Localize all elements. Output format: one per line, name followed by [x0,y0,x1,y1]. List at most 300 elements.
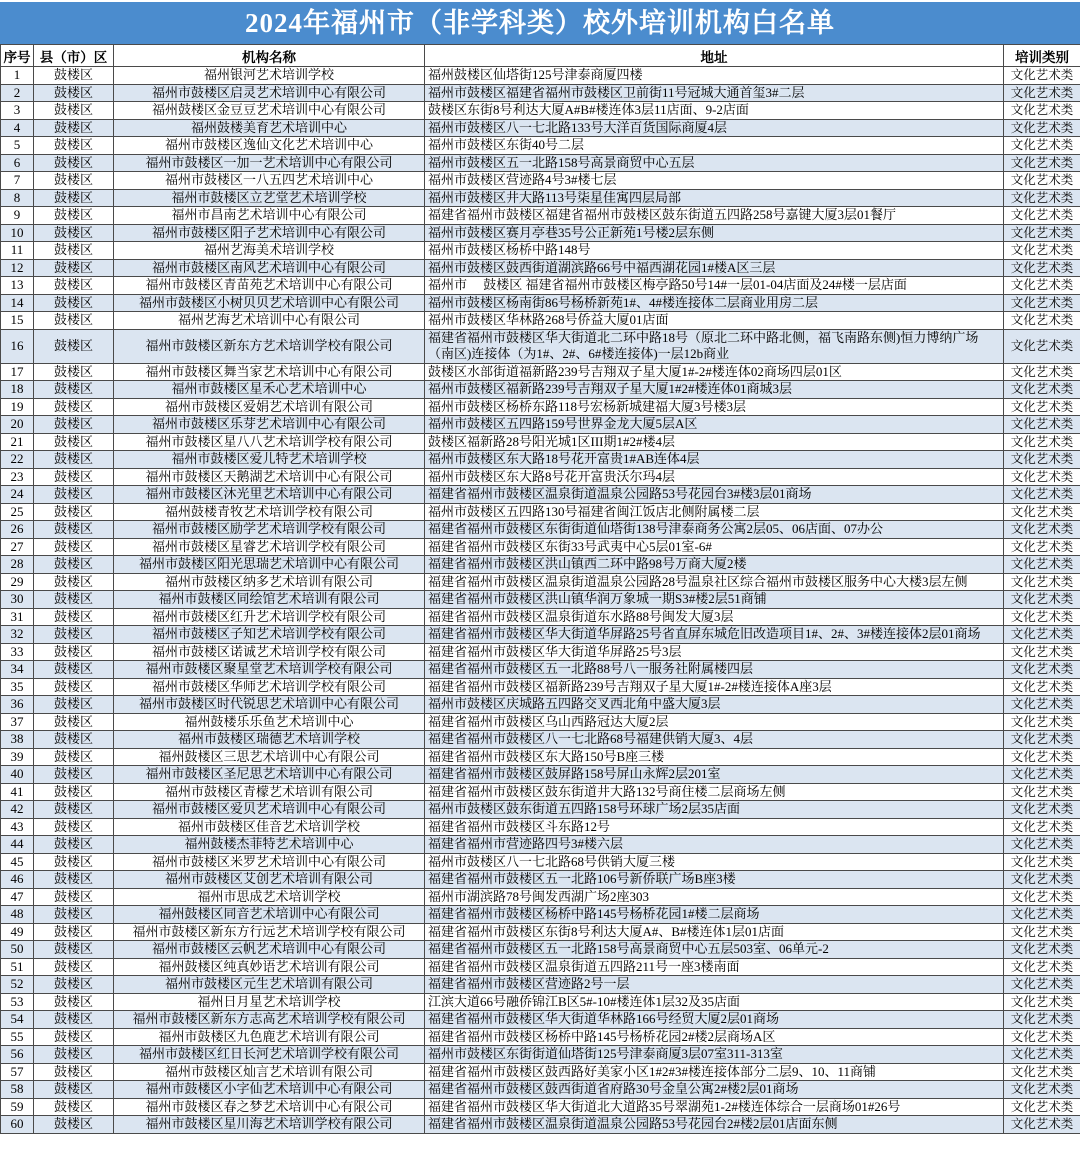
cell-no: 49 [1,923,34,941]
cell-category: 文化艺术类 [1004,433,1080,451]
table-row [1,661,1080,679]
cell-no: 36 [1,696,34,714]
table-row [1,871,1080,889]
table-row [1,189,1080,207]
page-title: 2024年福州市（非学科类）校外培训机构白名单 [0,2,1080,44]
cell-district: 鼓楼区 [34,329,114,363]
cell-district: 鼓楼区 [34,242,114,260]
cell-address: 鼓楼区水部街道福新路239号吉翔双子星大厦1#-2#楼连体02商场四层01区 [425,363,1004,381]
cell-name: 福州市鼓楼区圣尼思艺术培训中心有限公司 [114,766,425,784]
cell-name: 福州市鼓楼区瑞德艺术培训学校 [114,731,425,749]
cell-category: 文化艺术类 [1004,993,1080,1011]
cell-address: 福州市鼓楼区东大路18号花开富贵1#AB连体4层 [425,451,1004,469]
cell-district: 鼓楼区 [34,503,114,521]
cell-name: 福州市鼓楼区一八五四艺术培训中心 [114,172,425,190]
cell-name: 福州市鼓楼区云帆艺术培训中心有限公司 [114,941,425,959]
cell-district: 鼓楼区 [34,731,114,749]
cell-address: 福州市鼓楼区杨桥中路148号 [425,242,1004,260]
cell-category: 文化艺术类 [1004,958,1080,976]
table-row [1,416,1080,434]
cell-no: 46 [1,871,34,889]
cell-address: 福建省福州市鼓楼区鼓西街道省府路30号金皇公寓2#楼2层01商场 [425,1081,1004,1099]
cell-name: 福州市鼓楼区爱贝艺术培训中心有限公司 [114,801,425,819]
cell-category: 文化艺术类 [1004,224,1080,242]
cell-no: 31 [1,608,34,626]
cell-district: 鼓楼区 [34,853,114,871]
cell-no: 58 [1,1081,34,1099]
cell-address: 福州市鼓楼区华林路268号侨益大厦01店面 [425,312,1004,330]
cell-no: 29 [1,573,34,591]
cell-name: 福州艺海艺术培训中心有限公司 [114,312,425,330]
cell-no: 7 [1,172,34,190]
col-header-address: 地址 [425,45,1004,67]
cell-no: 37 [1,713,34,731]
cell-district: 鼓楼区 [34,172,114,190]
cell-district: 鼓楼区 [34,836,114,854]
cell-name: 福州鼓楼杰菲特艺术培训中心 [114,836,425,854]
table-row [1,696,1080,714]
cell-address: 福建省福州市鼓楼区杨桥中路145号杨桥花园1#楼二层商场 [425,906,1004,924]
cell-district: 鼓楼区 [34,1046,114,1064]
table-row [1,119,1080,137]
col-header-district: 县（市）区 [34,45,114,67]
cell-address: 福建省福州市鼓楼区五一北路106号新侨联广场B座3楼 [425,871,1004,889]
cell-category: 文化艺术类 [1004,976,1080,994]
table-row [1,67,1080,85]
table-row [1,224,1080,242]
cell-name: 福州市鼓楼区艾创艺术培训有限公司 [114,871,425,889]
cell-district: 鼓楼区 [34,1011,114,1029]
cell-address: 福建省福州市鼓楼区华大街道华林路166号经贸大厦2层01商场 [425,1011,1004,1029]
cell-no: 23 [1,468,34,486]
cell-address: 福州市鼓楼区杨桥东路118号宏杨新城建福大厦3号楼3层 [425,398,1004,416]
cell-address: 福建省福州市鼓楼区洪山镇华润万象城一期S3#楼2层51商铺 [425,591,1004,609]
cell-name: 福州市鼓楼区红日长河艺术培训学校有限公司 [114,1046,425,1064]
header-row [1,45,1080,67]
cell-no: 10 [1,224,34,242]
cell-name: 福州市鼓楼区舞当家艺术培训中心有限公司 [114,363,425,381]
cell-address: 福州市 鼓楼区 福建省福州市鼓楼区梅亭路50号14#一层01-04店面及24#楼一层店面 [425,277,1004,295]
table-row [1,259,1080,277]
cell-district: 鼓楼区 [34,137,114,155]
cell-no: 38 [1,731,34,749]
table-row [1,521,1080,539]
cell-name: 福州市鼓楼区元生艺术培训有限公司 [114,976,425,994]
cell-category: 文化艺术类 [1004,277,1080,295]
cell-district: 鼓楼区 [34,976,114,994]
cell-no: 27 [1,538,34,556]
cell-category: 文化艺术类 [1004,888,1080,906]
cell-no: 17 [1,363,34,381]
table-row [1,1098,1080,1116]
cell-address: 福州市鼓楼区杨南街86号杨桥新苑1#、4#楼连接体二层商业用房二层 [425,294,1004,312]
cell-no: 30 [1,591,34,609]
cell-address: 鼓楼区东街8号利达大厦A#B#楼连体3层11店面、9-2店面 [425,102,1004,120]
cell-name: 福州市鼓楼区佳音艺术培训学校 [114,818,425,836]
cell-category: 文化艺术类 [1004,207,1080,225]
cell-no: 6 [1,154,34,172]
cell-no: 51 [1,958,34,976]
cell-category: 文化艺术类 [1004,766,1080,784]
cell-name: 福州市鼓楼区纳多艺术培训有限公司 [114,573,425,591]
cell-district: 鼓楼区 [34,1081,114,1099]
cell-district: 鼓楼区 [34,398,114,416]
cell-category: 文化艺术类 [1004,259,1080,277]
cell-district: 鼓楼区 [34,923,114,941]
cell-name: 福州市鼓楼区青檬艺术培训有限公司 [114,783,425,801]
table-row [1,993,1080,1011]
cell-name: 福州市鼓楼区星禾心艺术培训中心 [114,381,425,399]
cell-address: 福建省福州市鼓楼区华大街道华屏路25号3层 [425,643,1004,661]
cell-address: 福州市鼓楼区东街街道仙塔街125号津泰商厦3层07室311-313室 [425,1046,1004,1064]
cell-name: 福州市鼓楼区逸仙文化艺术培训中心 [114,137,425,155]
cell-category: 文化艺术类 [1004,661,1080,679]
cell-district: 鼓楼区 [34,433,114,451]
table-row [1,172,1080,190]
cell-no: 24 [1,486,34,504]
cell-district: 鼓楼区 [34,713,114,731]
cell-name: 福州市鼓楼区乐芽艺术培训中心有限公司 [114,416,425,434]
cell-no: 45 [1,853,34,871]
cell-address: 福建省福州市鼓楼区东街33号武夷中心5层01室-6# [425,538,1004,556]
cell-category: 文化艺术类 [1004,67,1080,85]
cell-no: 9 [1,207,34,225]
cell-no: 2 [1,84,34,102]
table-row [1,836,1080,854]
cell-name: 福州市鼓楼区天鹅湖艺术培训中心有限公司 [114,468,425,486]
cell-name: 福州市鼓楼区灿言艺术培训有限公司 [114,1063,425,1081]
cell-name: 福州市鼓楼区沐光里艺术培训中心有限公司 [114,486,425,504]
cell-name: 福州日月星艺术培训学校 [114,993,425,1011]
cell-category: 文化艺术类 [1004,538,1080,556]
cell-name: 福州市思成艺术培训学校 [114,888,425,906]
cell-name: 福州市鼓楼区励学艺术培训学校有限公司 [114,521,425,539]
cell-district: 鼓楼区 [34,696,114,714]
cell-category: 文化艺术类 [1004,84,1080,102]
cell-category: 文化艺术类 [1004,329,1080,363]
col-header-no: 序号 [1,45,34,67]
cell-district: 鼓楼区 [34,661,114,679]
cell-no: 55 [1,1028,34,1046]
cell-name: 福州市鼓楼区诺诚艺术培训学校有限公司 [114,643,425,661]
cell-district: 鼓楼区 [34,801,114,819]
table-body [1,67,1080,1134]
cell-no: 26 [1,521,34,539]
cell-no: 19 [1,398,34,416]
cell-district: 鼓楼区 [34,416,114,434]
cell-address: 福建省福州市鼓楼区洪山镇西二环中路98号万商大厦2楼 [425,556,1004,574]
cell-name: 福州市鼓楼区华师艺术培训学校有限公司 [114,678,425,696]
table-row [1,84,1080,102]
table-row [1,398,1080,416]
table-row [1,976,1080,994]
table-row [1,1028,1080,1046]
cell-category: 文化艺术类 [1004,468,1080,486]
cell-district: 鼓楼区 [34,486,114,504]
cell-name: 福州市鼓楼区同绘馆艺术培训有限公司 [114,591,425,609]
table-row [1,1046,1080,1064]
cell-address: 福建省福州市鼓楼区温泉街道东水路88号闽发大厦3层 [425,608,1004,626]
table-row [1,312,1080,330]
cell-district: 鼓楼区 [34,678,114,696]
table-row [1,468,1080,486]
table-row [1,102,1080,120]
cell-category: 文化艺术类 [1004,1116,1080,1134]
cell-category: 文化艺术类 [1004,1011,1080,1029]
cell-district: 鼓楼区 [34,521,114,539]
cell-district: 鼓楼区 [34,102,114,120]
cell-name: 福州市鼓楼区星川海艺术培训学校有限公司 [114,1116,425,1134]
cell-address: 福建省福州市鼓楼区东街8号利达大厦A#、B#楼连体1层01店面 [425,923,1004,941]
cell-address: 福州市鼓楼区五四路159号世界金龙大厦5层A区 [425,416,1004,434]
cell-category: 文化艺术类 [1004,451,1080,469]
cell-district: 鼓楼区 [34,941,114,959]
cell-name: 福州鼓楼区纯真妙语艺术培训有限公司 [114,958,425,976]
cell-category: 文化艺术类 [1004,521,1080,539]
cell-address: 福州市鼓楼区鼓东街道五四路158号环球广场2层35店面 [425,801,1004,819]
table-row [1,906,1080,924]
cell-no: 28 [1,556,34,574]
cell-no: 20 [1,416,34,434]
cell-no: 15 [1,312,34,330]
cell-name: 福州市鼓楼区爱娟艺术培训有限公司 [114,398,425,416]
table-row [1,381,1080,399]
cell-no: 1 [1,67,34,85]
cell-address: 福建省福州市鼓楼区福新路239号吉翔双子星大厦1#-2#楼连接体A座3层 [425,678,1004,696]
table-row [1,538,1080,556]
cell-category: 文化艺术类 [1004,137,1080,155]
cell-address: 福州市鼓楼区福新路239号吉翔双子星大厦1#2#楼连体01商城3层 [425,381,1004,399]
cell-name: 福州市鼓楼区南风艺术培训中心有限公司 [114,259,425,277]
cell-district: 鼓楼区 [34,119,114,137]
cell-no: 60 [1,1116,34,1134]
table-row [1,731,1080,749]
cell-name: 福州银河艺术培训学校 [114,67,425,85]
cell-address: 福建省福州市鼓楼区华大街道北二环中路18号（原北二环中路北侧，福飞南路东侧)恒力博纳广场（南区)连接体（为1#、2#、6#楼连接体)一层12b商业 [425,329,1004,363]
cell-district: 鼓楼区 [34,538,114,556]
table-row [1,154,1080,172]
cell-address: 福州市鼓楼区庆城路五四路交叉西北角中盛大厦3层 [425,696,1004,714]
cell-no: 48 [1,906,34,924]
cell-district: 鼓楼区 [34,1098,114,1116]
cell-district: 鼓楼区 [34,748,114,766]
table-row [1,137,1080,155]
cell-no: 21 [1,433,34,451]
cell-name: 福州市鼓楼区星八八艺术培训学校有限公司 [114,433,425,451]
cell-name: 福州市鼓楼区春之梦艺术培训中心有限公司 [114,1098,425,1116]
table-row [1,294,1080,312]
table-row [1,486,1080,504]
cell-name: 福州市鼓楼区新东方行远艺术培训学校有限公司 [114,923,425,941]
cell-address: 福州市鼓楼区八一七北路133号大洋百货国际商厦4层 [425,119,1004,137]
cell-address: 福建省福州市鼓楼区鼓东街道井大路132号商住楼二层商场左侧 [425,783,1004,801]
cell-no: 8 [1,189,34,207]
cell-category: 文化艺术类 [1004,626,1080,644]
cell-category: 文化艺术类 [1004,836,1080,854]
cell-category: 文化艺术类 [1004,1098,1080,1116]
cell-name: 福州市鼓楼区青苗苑艺术培训中心有限公司 [114,277,425,295]
cell-address: 福州市鼓楼区五一北路158号高景商贸中心五层 [425,154,1004,172]
table-row [1,242,1080,260]
cell-district: 鼓楼区 [34,1116,114,1134]
cell-name: 福州市鼓楼区新东方艺术培训学校有限公司 [114,329,425,363]
cell-category: 文化艺术类 [1004,731,1080,749]
cell-address: 福州市鼓楼区赛月亭巷35号公正新苑1号楼2层东侧 [425,224,1004,242]
cell-category: 文化艺术类 [1004,381,1080,399]
table-row [1,363,1080,381]
col-header-name: 机构名称 [114,45,425,67]
cell-address: 福建省福州市鼓楼区五一北路88号八一服务社附属楼四层 [425,661,1004,679]
cell-category: 文化艺术类 [1004,591,1080,609]
cell-category: 文化艺术类 [1004,363,1080,381]
cell-no: 34 [1,661,34,679]
cell-category: 文化艺术类 [1004,906,1080,924]
table-row [1,277,1080,295]
cell-district: 鼓楼区 [34,294,114,312]
cell-no: 44 [1,836,34,854]
table-row [1,1063,1080,1081]
cell-name: 福州市昌南艺术培训中心有限公司 [114,207,425,225]
cell-category: 文化艺术类 [1004,398,1080,416]
cell-address: 福建省福州市鼓楼区斗东路12号 [425,818,1004,836]
cell-address: 福建省福州市鼓楼区鼓西路好美家小区1#2#3#楼连接体部分二层9、10、11商铺 [425,1063,1004,1081]
table-row [1,573,1080,591]
cell-district: 鼓楼区 [34,626,114,644]
cell-district: 鼓楼区 [34,888,114,906]
cell-district: 鼓楼区 [34,818,114,836]
cell-category: 文化艺术类 [1004,801,1080,819]
table-row [1,1081,1080,1099]
cell-no: 59 [1,1098,34,1116]
cell-no: 57 [1,1063,34,1081]
cell-category: 文化艺术类 [1004,242,1080,260]
table-row [1,783,1080,801]
cell-name: 福州鼓楼青牧艺术培训学校有限公司 [114,503,425,521]
col-header-category: 培训类别 [1004,45,1080,67]
cell-address: 福州市鼓楼区五四路130号福建省闽江饭店北侧附属楼二层 [425,503,1004,521]
cell-address: 福建省福州市鼓楼区五一北路158号高景商贸中心五层503室、06单元-2 [425,941,1004,959]
cell-no: 18 [1,381,34,399]
cell-no: 40 [1,766,34,784]
cell-address: 福建省福州市鼓楼区福建省福州市鼓楼区鼓东街道五四路258号嘉键大厦3层01餐厅 [425,207,1004,225]
cell-name: 福州市鼓楼区阳光思瑞艺术培训中心有限公司 [114,556,425,574]
cell-category: 文化艺术类 [1004,416,1080,434]
table-row [1,748,1080,766]
cell-category: 文化艺术类 [1004,608,1080,626]
cell-category: 文化艺术类 [1004,853,1080,871]
cell-district: 鼓楼区 [34,993,114,1011]
cell-district: 鼓楼区 [34,1028,114,1046]
cell-name: 福州市鼓楼区星睿艺术培训学校有限公司 [114,538,425,556]
cell-no: 11 [1,242,34,260]
table-row [1,608,1080,626]
cell-name: 福州市鼓楼区子知艺术培训学校有限公司 [114,626,425,644]
cell-address: 福建省福州市鼓楼区八一七北路68号福建供销大厦3、4层 [425,731,1004,749]
cell-name: 福州市鼓楼区一加一艺术培训中心有限公司 [114,154,425,172]
cell-no: 54 [1,1011,34,1029]
cell-name: 福州市鼓楼区聚星堂艺术培训学校有限公司 [114,661,425,679]
cell-category: 文化艺术类 [1004,294,1080,312]
table-row [1,329,1080,363]
cell-no: 32 [1,626,34,644]
cell-no: 39 [1,748,34,766]
table-row [1,451,1080,469]
cell-category: 文化艺术类 [1004,573,1080,591]
cell-district: 鼓楼区 [34,224,114,242]
cell-no: 42 [1,801,34,819]
cell-category: 文化艺术类 [1004,1046,1080,1064]
cell-address: 鼓楼区福新路28号阳光城1区III期1#2#楼4层 [425,433,1004,451]
cell-address: 福州市鼓楼区福建省福州市鼓楼区卫前街11号冠城大通首玺3#二层 [425,84,1004,102]
cell-address: 福建省福州市鼓楼区鼓屏路158号屏山永辉2层201室 [425,766,1004,784]
table-row [1,888,1080,906]
cell-no: 12 [1,259,34,277]
cell-no: 53 [1,993,34,1011]
cell-no: 52 [1,976,34,994]
cell-name: 福州鼓楼区金豆豆艺术培训中心有限公司 [114,102,425,120]
cell-category: 文化艺术类 [1004,783,1080,801]
cell-category: 文化艺术类 [1004,189,1080,207]
cell-address: 福建省福州市鼓楼区华大街道北大道路35号翠湖苑1-2#楼连体综合一层商场01#26号 [425,1098,1004,1116]
table-row [1,958,1080,976]
cell-address: 福建省福州市鼓楼区东街街道仙塔街138号津泰商务公寓2层05、06店面、07办公 [425,521,1004,539]
cell-category: 文化艺术类 [1004,818,1080,836]
cell-category: 文化艺术类 [1004,102,1080,120]
cell-name: 福州市鼓楼区立艺堂艺术培训学校 [114,189,425,207]
cell-category: 文化艺术类 [1004,154,1080,172]
cell-address: 福州市鼓楼区八一七北路68号供销大厦三楼 [425,853,1004,871]
cell-name: 福州市鼓楼区新东方志高艺术培训学校有限公司 [114,1011,425,1029]
cell-no: 41 [1,783,34,801]
table-row [1,626,1080,644]
table-row [1,941,1080,959]
cell-no: 25 [1,503,34,521]
cell-district: 鼓楼区 [34,591,114,609]
cell-no: 50 [1,941,34,959]
cell-address: 福建省福州市鼓楼区杨桥中路145号杨桥花园2#楼2层商场A区 [425,1028,1004,1046]
cell-category: 文化艺术类 [1004,678,1080,696]
table-row [1,678,1080,696]
cell-no: 3 [1,102,34,120]
cell-address: 福州市鼓楼区东街40号二层 [425,137,1004,155]
cell-address: 福州市鼓楼区营迹路4号3#楼七层 [425,172,1004,190]
cell-category: 文化艺术类 [1004,556,1080,574]
cell-address: 福州市鼓楼区东大路8号花开富贵沃尔玛4层 [425,468,1004,486]
cell-district: 鼓楼区 [34,381,114,399]
cell-category: 文化艺术类 [1004,923,1080,941]
cell-no: 22 [1,451,34,469]
table-row [1,433,1080,451]
cell-district: 鼓楼区 [34,1063,114,1081]
table-row [1,818,1080,836]
cell-address: 福建省福州市鼓楼区温泉街道温泉公园路28号温泉社区综合福州市鼓楼区服务中心大楼3层左侧 [425,573,1004,591]
cell-district: 鼓楼区 [34,468,114,486]
cell-no: 33 [1,643,34,661]
cell-no: 43 [1,818,34,836]
cell-address: 福州鼓楼区仙塔街125号津泰商厦四楼 [425,67,1004,85]
cell-category: 文化艺术类 [1004,1028,1080,1046]
cell-name: 福州鼓楼区同音艺术培训中心有限公司 [114,906,425,924]
cell-name: 福州市鼓楼区启灵艺术培训中心有限公司 [114,84,425,102]
cell-category: 文化艺术类 [1004,941,1080,959]
cell-name: 福州市鼓楼区时代锐思艺术培训中心有限公司 [114,696,425,714]
cell-district: 鼓楼区 [34,556,114,574]
cell-district: 鼓楼区 [34,783,114,801]
cell-address: 福建省福州市营迹路四号3#楼六层 [425,836,1004,854]
table-row [1,766,1080,784]
cell-no: 13 [1,277,34,295]
cell-address: 福建省福州市鼓楼区温泉街道五四路211号一座3楼南面 [425,958,1004,976]
